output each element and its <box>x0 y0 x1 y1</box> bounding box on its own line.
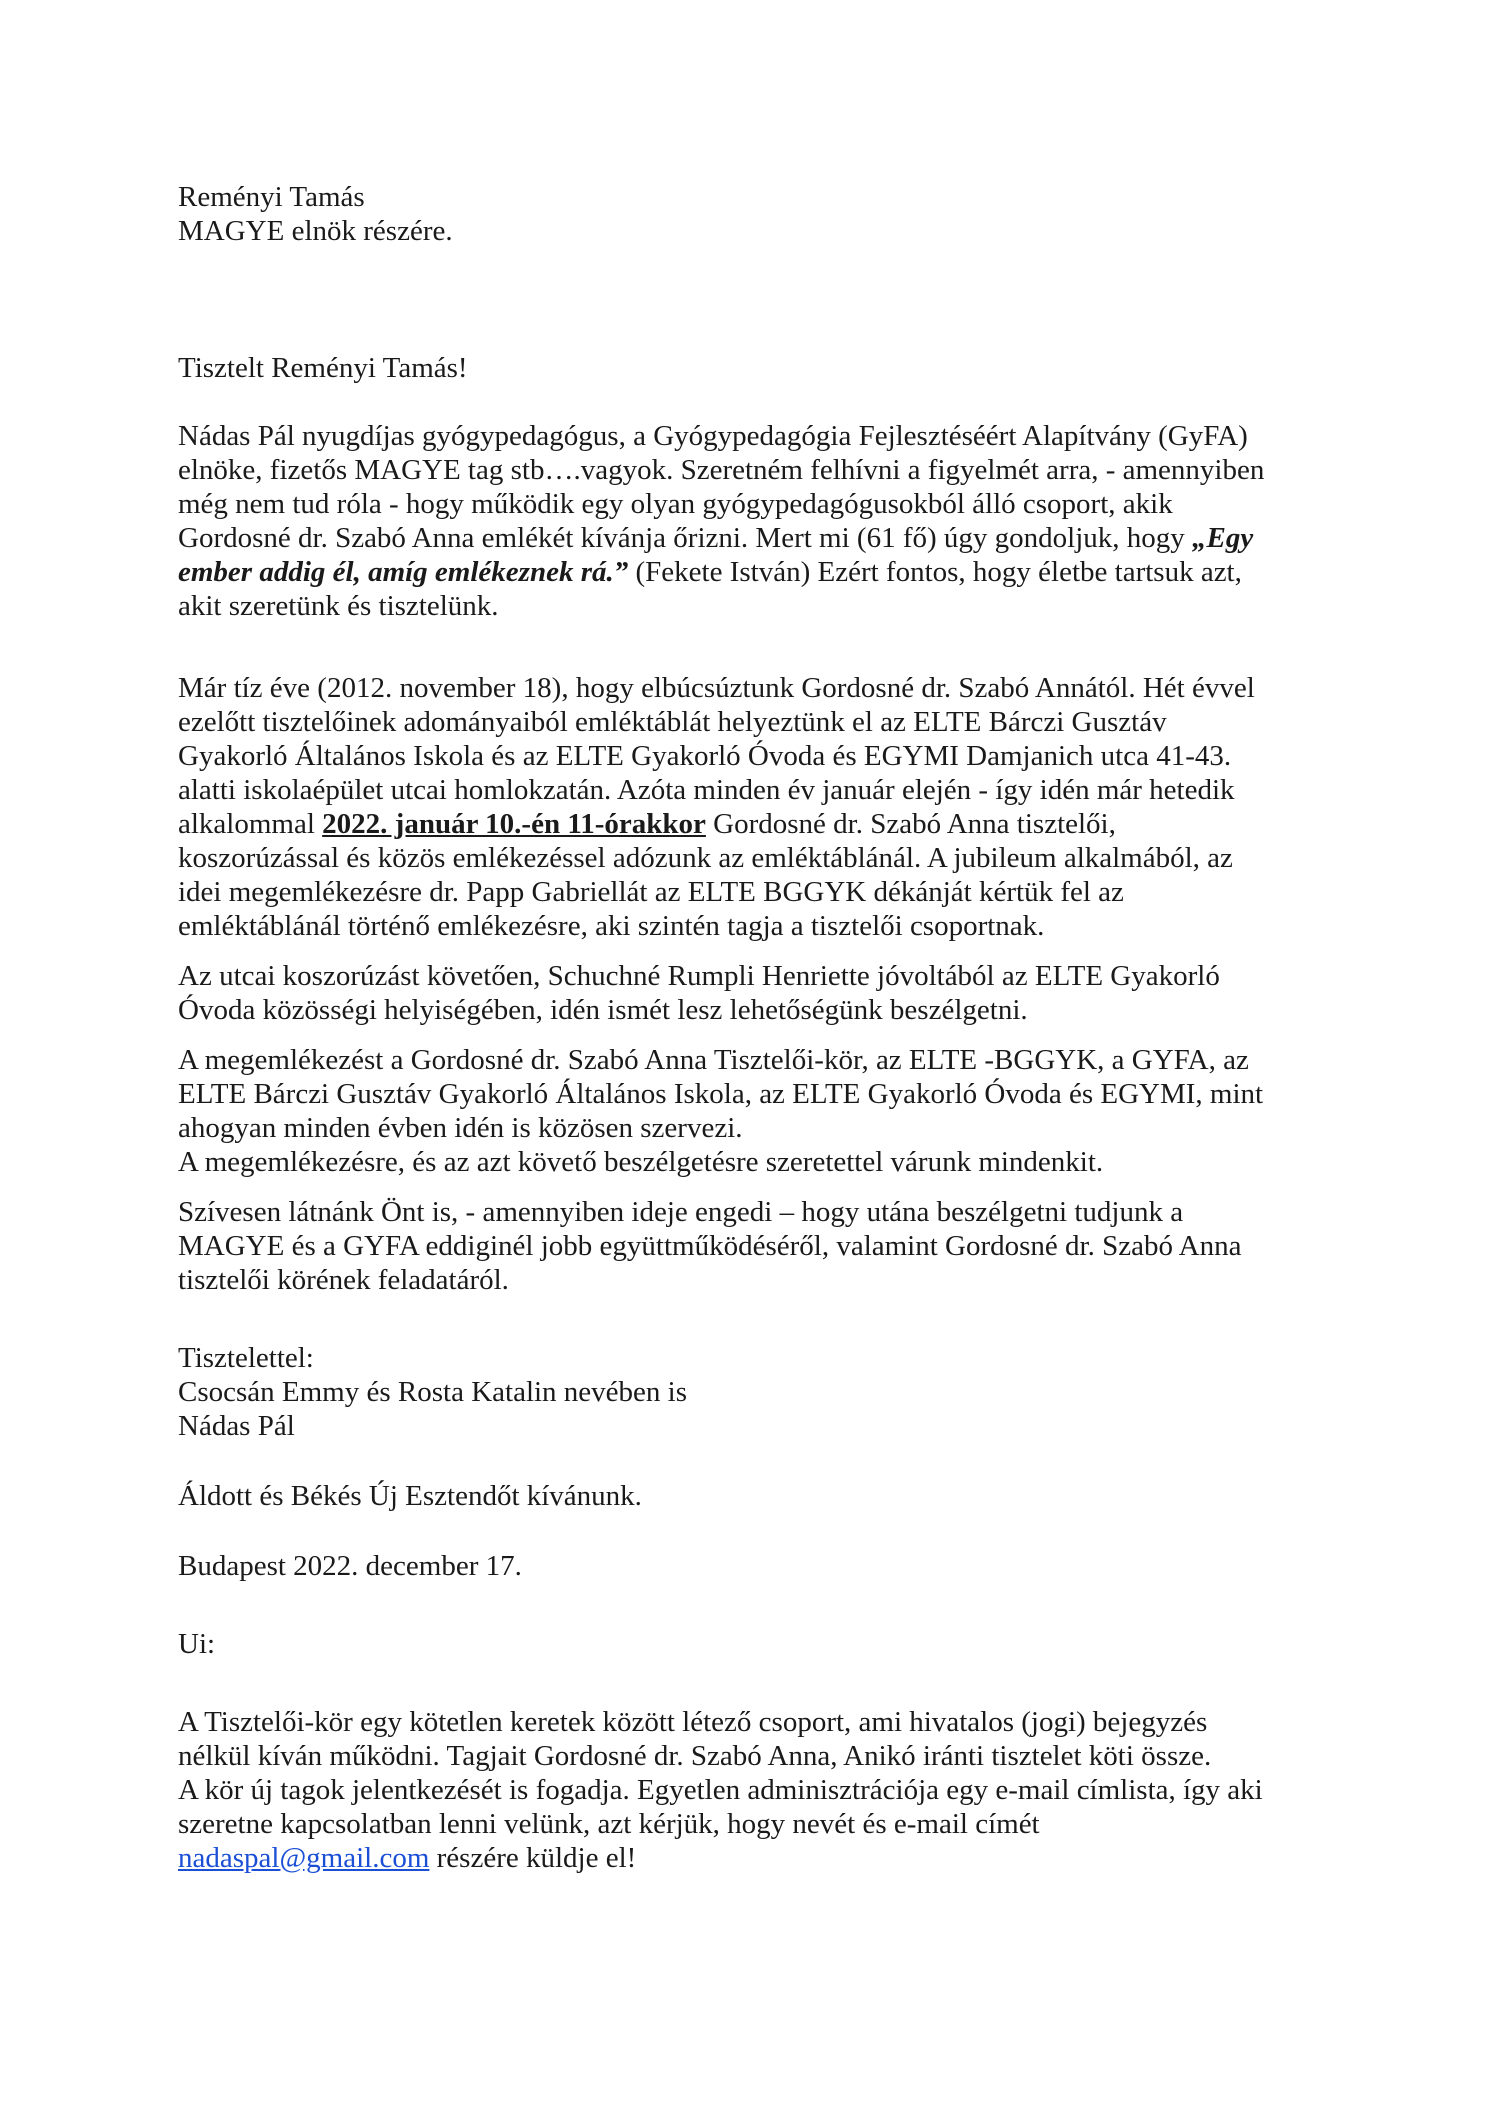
paragraph-invitation <box>178 1195 1348 1297</box>
organizers-line: ahogyan minden évben idén is közösen szervezi. <box>178 1112 743 1144</box>
anniversary-text: alkalommal <box>178 808 323 840</box>
anniversary-text: Gordosné dr. Szabó Anna tisztelői, <box>705 808 1116 840</box>
intro-line: még nem tud róla - hogy működik egy olyan gyógypedagógusokból álló csoport, akik <box>178 488 1173 520</box>
intro-line <box>178 555 1348 589</box>
paragraph-organizers <box>178 1043 1348 1179</box>
invitation-line: MAGYE és a GYFA eddiginél jobb együttműködéséről, valamint Gordosné dr. Szabó Anna <box>178 1230 1242 1262</box>
new-year-greeting: Áldott és Békés Új Esztendőt kívánunk. <box>178 1480 642 1512</box>
intro-text: (Fekete István) Ezért fontos, hogy életbe tartsuk azt, <box>628 556 1242 588</box>
quote-text: „Egy <box>1192 522 1254 554</box>
postscript-text: részére küldje el! <box>429 1842 637 1874</box>
anniversary-line: idei megemlékezésre dr. Papp Gabriellát az ELTE BGGYK dékánját kértük fel az <box>178 876 1124 908</box>
anniversary-line: ezelőtt tisztelőinek adományaiból emléktáblát helyeztünk el az ELTE Bárczi Gusztáv <box>178 706 1167 738</box>
email-link[interactable]: nadaspal@gmail.com <box>178 1842 430 1874</box>
salutation: Tisztelt Reményi Tamás! <box>178 352 468 384</box>
anniversary-line: Már tíz éve (2012. november 18), hogy elbúcsúztunk Gordosné dr. Szabó Annától. Hét évvel <box>178 672 1255 704</box>
postscript-line: A kör új tagok jelentkezését is fogadja. Egyetlen adminisztrációja egy e-mail címlista, így aki <box>178 1774 1263 1806</box>
recipient-role: MAGYE elnök részére. <box>178 215 453 247</box>
paragraph-reception <box>178 959 1348 1027</box>
postscript-line: nélkül kíván működni. Tagjait Gordosné dr. Szabó Anna, Anikó iránti tisztelet köti össze. <box>178 1740 1212 1772</box>
intro-text: Gordosné dr. Szabó Anna emlékét kívánja őrizni. Mert mi (61 fő) úgy gondoljuk, hogy <box>178 522 1193 554</box>
recipient-name: Reményi Tamás <box>178 181 365 213</box>
postscript-line: szeretne kapcsolatban lenni velünk, azt kérjük, hogy nevét és e-mail címét <box>178 1808 1040 1840</box>
closing-phrase: Tisztelettel: <box>178 1342 314 1374</box>
closing-cosigners: Csocsán Emmy és Rosta Katalin nevében is <box>178 1376 688 1408</box>
letter-date: Budapest 2022. december 17. <box>178 1550 522 1582</box>
intro-line <box>178 521 1348 555</box>
intro-line: elnöke, fizetős MAGYE tag stb….vagyok. Szeretném felhívni a figyelmét arra, - amennyiben <box>178 454 1265 486</box>
reception-line: Óvoda közösségi helyiségében, idén ismét lesz lehetőségünk beszélgetni. <box>178 994 1028 1026</box>
postscript-label: Ui: <box>178 1628 216 1660</box>
letter-body <box>178 180 1348 1875</box>
organizers-line: A megemlékezésre, és az azt követő beszélgetésre szeretettel várunk mindenkit. <box>178 1146 1104 1178</box>
invitation-line: tisztelői körének feladatáról. <box>178 1264 509 1296</box>
organizers-line: ELTE Bárczi Gusztáv Gyakorló Általános Iskola, az ELTE Gyakorló Óvoda és EGYMI, mint <box>178 1078 1264 1110</box>
invitation-line: Szívesen látnánk Önt is, - amennyiben ideje engedi – hogy utána beszélgetni tudjunk a <box>178 1196 1184 1228</box>
reception-line: Az utcai koszorúzást követően, Schuchné Rumpli Henriette jóvoltából az ELTE Gyakorló <box>178 960 1220 992</box>
event-datetime: 2022. január 10.-én 11-órakkor <box>322 808 706 840</box>
paragraph-intro <box>178 419 1348 623</box>
quote-text: ember addig él, amíg emlékeznek rá.” <box>178 556 629 588</box>
closing-block <box>178 1341 1348 1443</box>
intro-line: Nádas Pál nyugdíjas gyógypedagógus, a Gyógypedagógia Fejlesztéséért Alapítvány (GyFA) <box>178 420 1248 452</box>
postscript-line: A Tisztelői-kör egy kötetlen keretek között létező csoport, ami hivatalos (jogi) bejegyzés <box>178 1706 1208 1738</box>
organizers-line: A megemlékezést a Gordosné dr. Szabó Anna Tisztelői-kör, az ELTE -BGGYK, a GYFA, az <box>178 1044 1249 1076</box>
anniversary-line <box>178 807 1348 841</box>
postscript-line <box>178 1841 1348 1875</box>
anniversary-line: koszorúzással és közös emlékezéssel adózunk az emléktáblánál. A jubileum alkalmából, az <box>178 842 1233 874</box>
signature-name: Nádas Pál <box>178 1410 295 1442</box>
intro-line: akit szeretünk és tisztelünk. <box>178 590 499 622</box>
paragraph-anniversary <box>178 671 1348 943</box>
postscript <box>178 1705 1348 1875</box>
anniversary-line: Gyakorló Általános Iskola és az ELTE Gyakorló Óvoda és EGYMI Damjanich utca 41-43. <box>178 740 1232 772</box>
anniversary-line: emléktáblánál történő emlékezésre, aki szintén tagja a tisztelői csoportnak. <box>178 910 1045 942</box>
anniversary-line: alatti iskolaépület utcai homlokzatán. Azóta minden év január elején - így idén már hetedik <box>178 774 1235 806</box>
recipient-block <box>178 180 1348 248</box>
